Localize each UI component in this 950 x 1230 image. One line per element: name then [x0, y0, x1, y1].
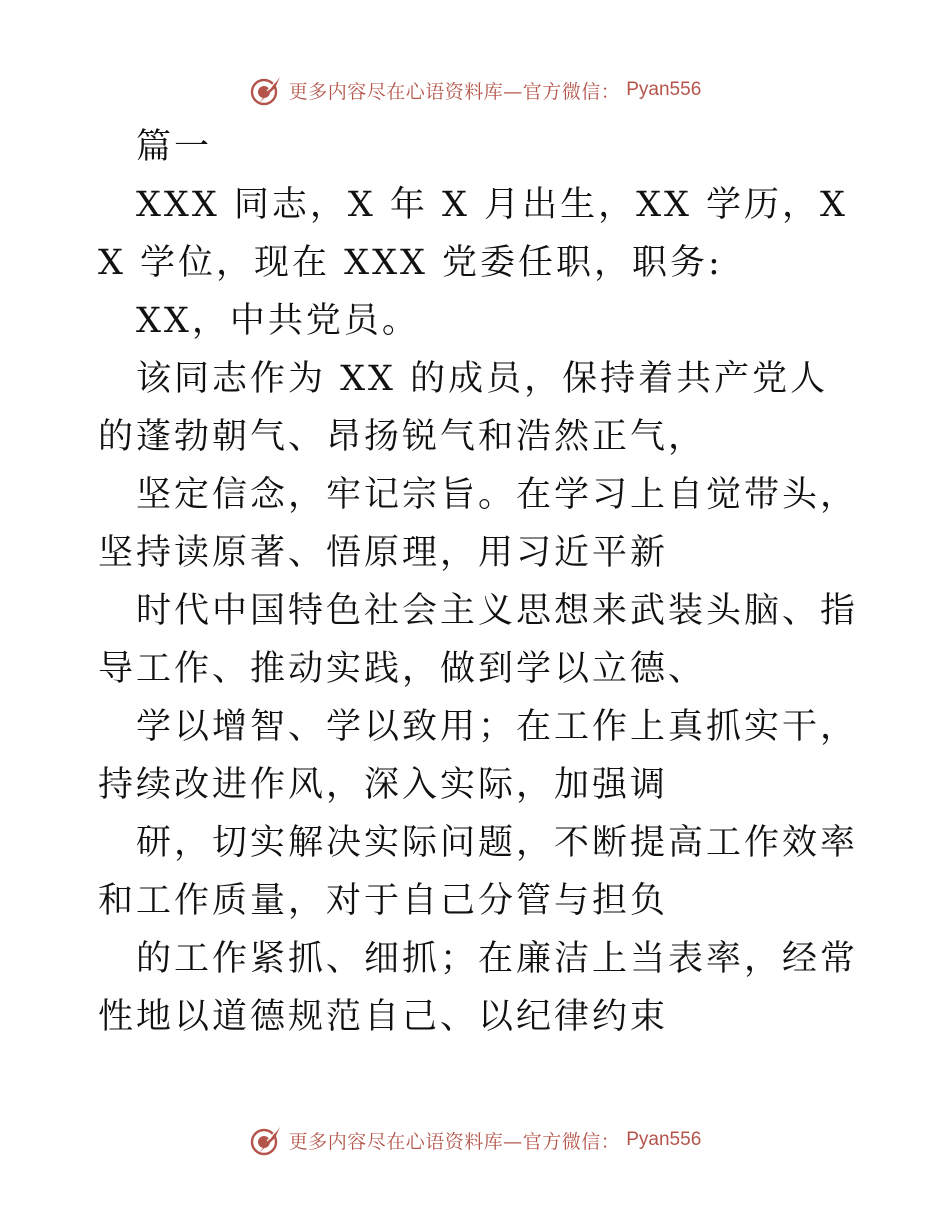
- footer-watermark: [0, 1120, 950, 1160]
- paragraph: XX，中共党员。: [136, 301, 420, 341]
- paragraph: XXX 同志，X 年 X 月出生，XX 学历，XX 学位，现在 XXX 党委任职，职务:: [98, 185, 848, 283]
- paragraph: 学以增智、学以致用；在工作上真抓实干，持续改进作风，深入实际，加强调: [98, 707, 859, 805]
- watermark-wechat-id: Pyan556: [626, 1129, 702, 1150]
- paragraph: 研，切实解决实际问题，不断提高工作效率和工作质量，对于自己分管与担负: [98, 823, 859, 921]
- paragraph: 该同志作为 XX 的成员，保持着共产党人的蓬勃朝气、昂扬锐气和浩然正气，: [98, 359, 829, 457]
- paragraph: 时代中国特色社会主义思想来武装头脑、指导工作、推动实践，做到学以立德、: [98, 591, 859, 689]
- quill-logo-icon: [249, 1123, 283, 1157]
- watermark-wechat-id: Pyan556: [626, 79, 702, 100]
- watermark-text: 更多内容尽在心语资料库—官方微信：: [288, 80, 621, 103]
- quill-logo-icon: [249, 73, 283, 107]
- document-body: [98, 118, 858, 1046]
- watermark-text: 更多内容尽在心语资料库—官方微信：: [288, 1130, 621, 1153]
- section-heading: 篇一: [136, 127, 213, 167]
- header-watermark: [0, 70, 950, 110]
- paragraph: 的工作紧抓、细抓；在廉洁上当表率，经常性地以道德规范自己、以纪律约束: [98, 939, 859, 1037]
- paragraph: 坚定信念，牢记宗旨。在学习上自觉带头，坚持读原著、悟原理，用习近平新: [98, 475, 859, 573]
